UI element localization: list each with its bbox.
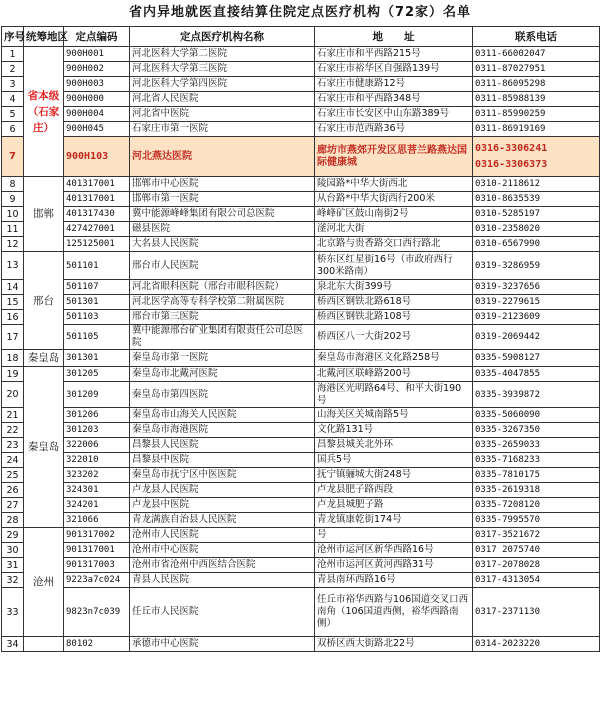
row-number: 5: [2, 107, 24, 122]
hospital-name: 冀中能源峰峰集团有限公司总医院: [130, 207, 315, 222]
table-row: [2, 222, 600, 237]
contact-phone: 0314-2023220: [473, 637, 600, 652]
table-row: [2, 483, 600, 498]
table-body: [2, 47, 600, 652]
table-row: [2, 438, 600, 453]
row-number: 29: [2, 528, 24, 543]
contact-phone: 0317-4313054: [473, 573, 600, 588]
contact-phone: 0310-5285197: [473, 207, 600, 222]
contact-phone: 0335-7208120: [473, 498, 600, 513]
facility-code: 401317001: [64, 192, 130, 207]
facility-code: 501103: [64, 310, 130, 325]
hospital-name: 秦皇岛市山海关人民医院: [130, 408, 315, 423]
row-number: 13: [2, 252, 24, 280]
region-cell: 邯郸: [24, 177, 64, 252]
hospital-address: 桥西区八一大街202号: [315, 325, 473, 350]
contact-phone: 0335-2619318: [473, 483, 600, 498]
hospital-address: 石家庄市长安区中山东路389号: [315, 107, 473, 122]
row-number: 2: [2, 62, 24, 77]
region-cell: 沧州: [24, 528, 64, 637]
header-address: 地 址: [315, 27, 473, 47]
facility-code: 501107: [64, 280, 130, 295]
hospital-name: 邢台市人民医院: [130, 252, 315, 280]
hospital-name: 秦皇岛市海港医院: [130, 423, 315, 438]
header-region: 统筹地区: [24, 27, 64, 47]
contact-phone: 0335-7810175: [473, 468, 600, 483]
hospital-name: 昌黎县人民医院: [130, 438, 315, 453]
row-number: 19: [2, 367, 24, 382]
header-phone: 联系电话: [473, 27, 600, 47]
hospital-name: 冀中能源邢台矿业集团有限责任公司总医院: [130, 325, 315, 350]
facility-code: 301301: [64, 350, 130, 367]
contact-phone: 0335-7995570: [473, 513, 600, 528]
row-number: 32: [2, 573, 24, 588]
row-number: 8: [2, 177, 24, 192]
table-row: [2, 408, 600, 423]
hospital-name: 沧州市人民医院: [130, 528, 315, 543]
table-row: [2, 558, 600, 573]
row-number: 7: [2, 137, 24, 177]
table-row: [2, 468, 600, 483]
hospital-name: 河北医科大学第二医院: [130, 47, 315, 62]
hospital-name: 秦皇岛市第四医院: [130, 382, 315, 408]
hospital-address: 青县南环西路16号: [315, 573, 473, 588]
contact-phone: 0311-85988139: [473, 92, 600, 107]
hospital-address: 双桥区西大街路北22号: [315, 637, 473, 652]
contact-phone: 0316-3306241 0316-3306373: [473, 137, 600, 177]
table-row: [2, 423, 600, 438]
row-number: 15: [2, 295, 24, 310]
table-row: [2, 122, 600, 137]
region-cell: [24, 637, 64, 652]
hospital-name: 石家庄市第一医院: [130, 122, 315, 137]
table-row: [2, 367, 600, 382]
hospital-address: 石家庄市和平西路215号: [315, 47, 473, 62]
facility-code: 900H001: [64, 47, 130, 62]
table-row: [2, 498, 600, 513]
facility-code: 501301: [64, 295, 130, 310]
row-number: 20: [2, 382, 24, 408]
hospital-address: 石家庄市裕华区自强路139号: [315, 62, 473, 77]
row-number: 10: [2, 207, 24, 222]
hospital-address: 任丘市裕华西路与106国道交叉口西南角（106国道西侧，裕华西路南侧）: [315, 588, 473, 637]
hospital-name: 邢台市第三医院: [130, 310, 315, 325]
hospital-name: 卢龙县人民医院: [130, 483, 315, 498]
table-row: [2, 513, 600, 528]
hospital-address: 石家庄市健康路12号: [315, 77, 473, 92]
facility-code: 901317001: [64, 543, 130, 558]
table-row: [2, 47, 600, 62]
table-row: [2, 295, 600, 310]
header-name: 定点医疗机构名称: [130, 27, 315, 47]
contact-phone: 0317 2075740: [473, 543, 600, 558]
hospital-name: 河北燕达医院: [130, 137, 315, 177]
contact-phone: 0335-5060090: [473, 408, 600, 423]
hospital-name: 沧州市省沧州中西医结合医院: [130, 558, 315, 573]
hospital-name: 沧州市中心医院: [130, 543, 315, 558]
facility-code: 900H004: [64, 107, 130, 122]
row-number: 3: [2, 77, 24, 92]
hospital-address: 石家庄市范西路36号: [315, 122, 473, 137]
facility-code: 322010: [64, 453, 130, 468]
row-number: 25: [2, 468, 24, 483]
table-row: [2, 280, 600, 295]
contact-phone: 0311-87027951: [473, 62, 600, 77]
hospital-name: 青龙满族自治县人民医院: [130, 513, 315, 528]
row-number: 17: [2, 325, 24, 350]
hospital-name: 卢龙县中医院: [130, 498, 315, 513]
contact-phone: 0319-2069442: [473, 325, 600, 350]
table-header-row: [2, 27, 600, 47]
facility-code: 401317430: [64, 207, 130, 222]
facility-code: 901317002: [64, 528, 130, 543]
hospital-address: 峰峰矿区鼓山南街2号: [315, 207, 473, 222]
contact-phone: 0335-4047855: [473, 367, 600, 382]
contact-phone: 0311-85990259: [473, 107, 600, 122]
hospital-address: 北京路与贵香路交口西行路北: [315, 237, 473, 252]
table-row: [2, 637, 600, 652]
contact-phone: 0335-3939872: [473, 382, 600, 408]
table-row: [2, 252, 600, 280]
contact-phone: 0335-7168233: [473, 453, 600, 468]
facility-code: 301206: [64, 408, 130, 423]
table-row: [2, 192, 600, 207]
facility-code: 125125001: [64, 237, 130, 252]
row-number: 30: [2, 543, 24, 558]
facility-code: 501105: [64, 325, 130, 350]
facility-code: 900H002: [64, 62, 130, 77]
facility-code: 900H003: [64, 77, 130, 92]
facility-code: 323202: [64, 468, 130, 483]
row-number: 1: [2, 47, 24, 62]
hospital-address: 桥东区红星街16号（市政府西行300米路南）: [315, 252, 473, 280]
row-number: 23: [2, 438, 24, 453]
hospital-name: 秦皇岛市第一医院: [130, 350, 315, 367]
facility-code: 80102: [64, 637, 130, 652]
hospital-name: 秦皇岛市北戴河医院: [130, 367, 315, 382]
row-number: 28: [2, 513, 24, 528]
contact-phone: 0311-86095298: [473, 77, 600, 92]
facility-code: 301209: [64, 382, 130, 408]
table-row: [2, 528, 600, 543]
table-row: [2, 92, 600, 107]
facility-code: 301205: [64, 367, 130, 382]
hospital-address: 青龙镇康乾街174号: [315, 513, 473, 528]
row-number: 27: [2, 498, 24, 513]
contact-phone: 0335-2659033: [473, 438, 600, 453]
hospital-address: 北戴河区联峰路200号: [315, 367, 473, 382]
table-row: [2, 588, 600, 637]
table-row: [2, 382, 600, 408]
facility-code: 9823n7c039: [64, 588, 130, 637]
hospital-name: 承德市中心医院: [130, 637, 315, 652]
table-row: [2, 207, 600, 222]
row-number: 22: [2, 423, 24, 438]
region-cell: 秦皇岛: [24, 350, 64, 367]
table-row: [2, 573, 600, 588]
hospital-name: 青县人民医院: [130, 573, 315, 588]
contact-phone: 0311-86919169: [473, 122, 600, 137]
row-number: 4: [2, 92, 24, 107]
hospital-address: 山海关区关城南路5号: [315, 408, 473, 423]
contact-phone: 0310-6567990: [473, 237, 600, 252]
hospital-name: 河北医科大学第四医院: [130, 77, 315, 92]
table-row: [2, 325, 600, 350]
row-number: 11: [2, 222, 24, 237]
hospital-address: 滏河北大街: [315, 222, 473, 237]
hospital-address: 国兵5号: [315, 453, 473, 468]
hospital-name: 大名县人民医院: [130, 237, 315, 252]
contact-phone: 0317-2371130: [473, 588, 600, 637]
hospital-address: 号: [315, 528, 473, 543]
hospital-address: 卢龙县城肥子路: [315, 498, 473, 513]
table-row: [2, 177, 600, 192]
hospital-address: 沧州市运河区新华西路16号: [315, 543, 473, 558]
facility-code: 900H045: [64, 122, 130, 137]
hospital-address: 桥西区钢铁北路618号: [315, 295, 473, 310]
facility-code: 427427001: [64, 222, 130, 237]
hospital-address: 文化路131号: [315, 423, 473, 438]
hospital-name: 河北医学高等专科学校第二附属医院: [130, 295, 315, 310]
facility-code: 900H000: [64, 92, 130, 107]
hospital-name: 任丘市人民医院: [130, 588, 315, 637]
hospital-name: 秦皇岛市抚宁区中医医院: [130, 468, 315, 483]
row-number: 18: [2, 350, 24, 367]
contact-phone: 0317-2078028: [473, 558, 600, 573]
table-row: [2, 543, 600, 558]
hospital-name: 邯郸市中心医院: [130, 177, 315, 192]
table-row: [2, 453, 600, 468]
contact-phone: 0319-3237656: [473, 280, 600, 295]
hospital-address: 昌黎县城关北外环: [315, 438, 473, 453]
row-number: 12: [2, 237, 24, 252]
table-row: [2, 237, 600, 252]
hospital-address: 石家庄市和平西路348号: [315, 92, 473, 107]
table-row: [2, 107, 600, 122]
table-row: [2, 350, 600, 367]
contact-phone: 0310-2118612: [473, 177, 600, 192]
facility-code: 501101: [64, 252, 130, 280]
facility-code: 322006: [64, 438, 130, 453]
row-number: 6: [2, 122, 24, 137]
row-number: 34: [2, 637, 24, 652]
region-cell: 邢台: [24, 252, 64, 350]
contact-phone: 0335-3267350: [473, 423, 600, 438]
table-row: [2, 77, 600, 92]
row-number: 31: [2, 558, 24, 573]
contact-phone: 0317-3521672: [473, 528, 600, 543]
hospital-address: 泉北东大街399号: [315, 280, 473, 295]
hospital-name: 河北省中医院: [130, 107, 315, 122]
hospital-name: 昌黎县中医院: [130, 453, 315, 468]
row-number: 33: [2, 588, 24, 637]
facility-code: 900H103: [64, 137, 130, 177]
row-number: 24: [2, 453, 24, 468]
contact-phone: 0319-3286959: [473, 252, 600, 280]
facility-code: 324201: [64, 498, 130, 513]
page-title: 省内异地就医直接结算住院定点医疗机构（72家）名单: [128, 5, 472, 20]
contact-phone: 0310-2358020: [473, 222, 600, 237]
header-seq: 序号: [2, 27, 24, 47]
hospital-address: 海港区光明路64号、和平大街190号: [315, 382, 473, 408]
header-code: 定点编码: [64, 27, 130, 47]
hospital-address: 秦皇岛市海港区文化路258号: [315, 350, 473, 367]
region-cell: 秦皇岛: [24, 367, 64, 528]
hospital-name: 河北省人民医院: [130, 92, 315, 107]
hospital-table: [1, 26, 600, 652]
facility-code: 9223a7c024: [64, 573, 130, 588]
facility-code: 301203: [64, 423, 130, 438]
facility-code: 324301: [64, 483, 130, 498]
contact-phone: 0335-5908127: [473, 350, 600, 367]
contact-phone: 0310-8635539: [473, 192, 600, 207]
facility-code: 901317003: [64, 558, 130, 573]
hospital-name: 磁县医院: [130, 222, 315, 237]
hospital-name: 河北省眼科医院（邢台市眼科医院）: [130, 280, 315, 295]
row-number: 26: [2, 483, 24, 498]
table-row: [2, 62, 600, 77]
hospital-address: 桥西区钢铁北路108号: [315, 310, 473, 325]
facility-code: 401317001: [64, 177, 130, 192]
contact-phone: 0319-2279615: [473, 295, 600, 310]
region-cell: 省本级（石家庄）: [24, 47, 64, 177]
hospital-address: 廊坊市燕郊开发区思菩兰路燕达国际健康城: [315, 137, 473, 177]
hospital-address: 沧州市运河区黄河西路31号: [315, 558, 473, 573]
hospital-address: 陵园路*中华大街西北: [315, 177, 473, 192]
row-number: 9: [2, 192, 24, 207]
row-number: 16: [2, 310, 24, 325]
hospital-address: 卢龙县肥子路西段: [315, 483, 473, 498]
table-row: [2, 310, 600, 325]
hospital-address: 从台路*中华大街西行200米: [315, 192, 473, 207]
facility-code: 321066: [64, 513, 130, 528]
row-number: 14: [2, 280, 24, 295]
row-number: 21: [2, 408, 24, 423]
hospital-address: 抚宁镇骊城大街248号: [315, 468, 473, 483]
contact-phone: 0311-66002047: [473, 47, 600, 62]
hospital-name: 河北医科大学第三医院: [130, 62, 315, 77]
table-row: [2, 137, 600, 177]
contact-phone: 0319-2123609: [473, 310, 600, 325]
hospital-name: 邯郸市第一医院: [130, 192, 315, 207]
